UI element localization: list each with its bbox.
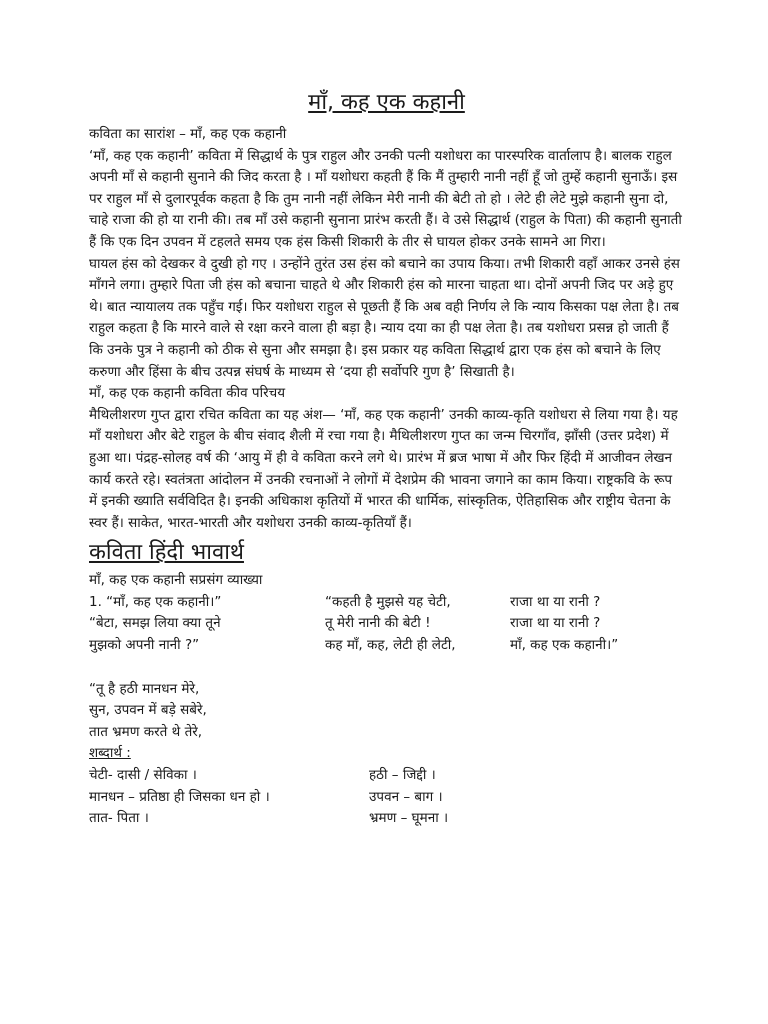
poem-line: सुन, उपवन में बड़े सबेरे, — [89, 702, 207, 719]
shabdarth-table — [89, 765, 684, 830]
poet-intro-paragraph: मैथिलीशरण गुप्त द्वारा रचित कविता का यह अंश— ‘माँ, कह एक कहानी’ उनकी काव्य-कृति यशोधरा से लिया गया है। यह माँ यशोधरा और बेटे राहुल के बीच संवाद शैली में रचा गया है। मैथिलीशरण गुप्त का जन्म चिरगाँव, झाँसी (उत्तर प्रदेश) में हुआ था। पंद्रह-सोलह वर्ष की ‘आयु में ही वे कविता करने लगे थे। प्रारंभ में ब्रज भाषा में और फिर हिंदी में आजीवन लेखन कार्य करते रहे। स्वतंत्रता आंदोलन में उनकी रचनाओं ने लोगों में देशप्रेम की भावना जगाने का काम किया। राष्ट्रकवि के रूप में इनकी ख्याति सर्वविदित है। इनकी अधिकाश कृतियों में भारत की धार्मिक, सांस्कृतिक, ऐतिहासिक और राष्ट्रीय चेतना के स्वर हैं। साकेत, भारत-भारती और यशोधरा उनकी काव्य-कृतियाँ हैं। — [89, 406, 678, 531]
page-title: माँ, कह एक कहानी — [308, 90, 465, 115]
verse-cell: कह माँ, कह, लेटी ही लेटी, — [325, 637, 456, 654]
verse-cell: मुझको अपनी नानी ?” — [89, 637, 200, 654]
shabdarth-cell: चेटी- दासी / सेविका । — [89, 767, 197, 784]
shabdarth-cell: भ्रमण – घूमना । — [369, 810, 449, 827]
poem-line: तात भ्रमण करते थे तेरे, — [89, 723, 203, 740]
verse-cell: माँ, कह एक कहानी।” — [510, 637, 619, 654]
verse-cell: तू मेरी नानी की बेटी ! — [325, 615, 431, 632]
verse-cell: “बेटा, समझ लिया क्या तूने — [89, 615, 221, 632]
section-title-bhavarth: कविता हिंदी भावार्थ — [89, 540, 244, 566]
verse-cell: “कहती है मुझसे यह चेटी, — [325, 593, 451, 610]
summary-paragraph-2: घायल हंस को देखकर वे दुखी हो गए । उन्होंने तुरंत उस हंस को बचाने का उपाय किया। तभी शिकारी वहाँ आकर उनसे हंस माँगने लगा। तुम्हारे पिता जी हंस को बचाना चाहते थे और शिकारी हंस को मारना चाहता था। दोनों अपनी जिद पर अड़े हुए थे। बात न्यायालय तक पहुँच गई। फिर यशोधरा राहुल से पूछती हैं कि अब वही निर्णय ले कि न्याय किसका पक्ष लेता है। तब राहुल कहता है कि मारने वाले से रक्षा करने वाला ही बड़ा है। न्याय दया का ही पक्ष लेता है। तब यशोधरा प्रसन्न हो जाती हैं कि उनके पुत्र ने कहानी को ठीक से सुना और समझा है। इस प्रकार यह कविता सिद्धार्थ द्वारा एक हंस को बचाने के लिए करुणा और हिंसा के बीच उत्पन्न संघर्ष के माध्यम से ‘दया ही सर्वोपरि गुण है’ सिखाती है। — [89, 255, 680, 380]
shabdarth-heading: शब्दार्थ : — [89, 745, 131, 762]
poem-line: “तू है हठी मानधन मेरे, — [89, 680, 200, 697]
shabdarth-cell: तात- पिता । — [89, 810, 149, 827]
verse-cell: 1. “माँ, कह एक कहानी।” — [89, 593, 222, 610]
shabdarth-cell: हठी – जिद्दी । — [369, 767, 436, 784]
verse-cell: राजा था या रानी ? — [510, 593, 601, 610]
prasang-heading: माँ, कह एक कहानी सप्रसंग व्याख्या — [89, 572, 263, 589]
poet-intro-heading: माँ, कह एक कहानी कविता कीव परिचय — [89, 385, 286, 402]
summary-paragraph-1: ‘माँ, कह एक कहानी’ कविता में सिद्धार्थ के पुत्र राहुल और उनकी पत्नी यशोधरा का पारस्परिक वार्तालाप है। बालक राहुल अपनी माँ से कहानी सुनाने की जिद करता है । माँ यशोधरा कहती हैं कि मैं तुम्हारी नानी नहीं हूँ जो तुम्हें कहानी सुनाऊँ। इस पर राहुल माँ से दुलारपूर्वक कहता है कि तुम नानी नहीं लेकिन मेरी नानी की बेटी तो हो । लेटे ही लेटे मुझे कहानी सुना दो, चाहे राजा की हो या रानी की। तब माँ उसे कहानी सुनाना प्रारंभ करती हैं। वे उसे सिद्धार्थ (राहुल के पिता) की कहानी सुनाती हैं कि एक दिन उपवन में टहलते समय एक हंस किसी शिकारी के तीर से घायल होकर उनके सामने आ गिरा। — [89, 147, 682, 250]
verse-cell: राजा था या रानी ? — [510, 615, 601, 632]
verse-table — [89, 592, 684, 657]
shabdarth-cell: मानधन – प्रतिष्ठा ही जिसका धन हो । — [89, 788, 270, 805]
shabdarth-cell: उपवन – बाग । — [369, 788, 443, 805]
summary-heading: कविता का सारांश – माँ, कह एक कहानी — [89, 126, 287, 142]
poem-stanza — [89, 679, 684, 744]
